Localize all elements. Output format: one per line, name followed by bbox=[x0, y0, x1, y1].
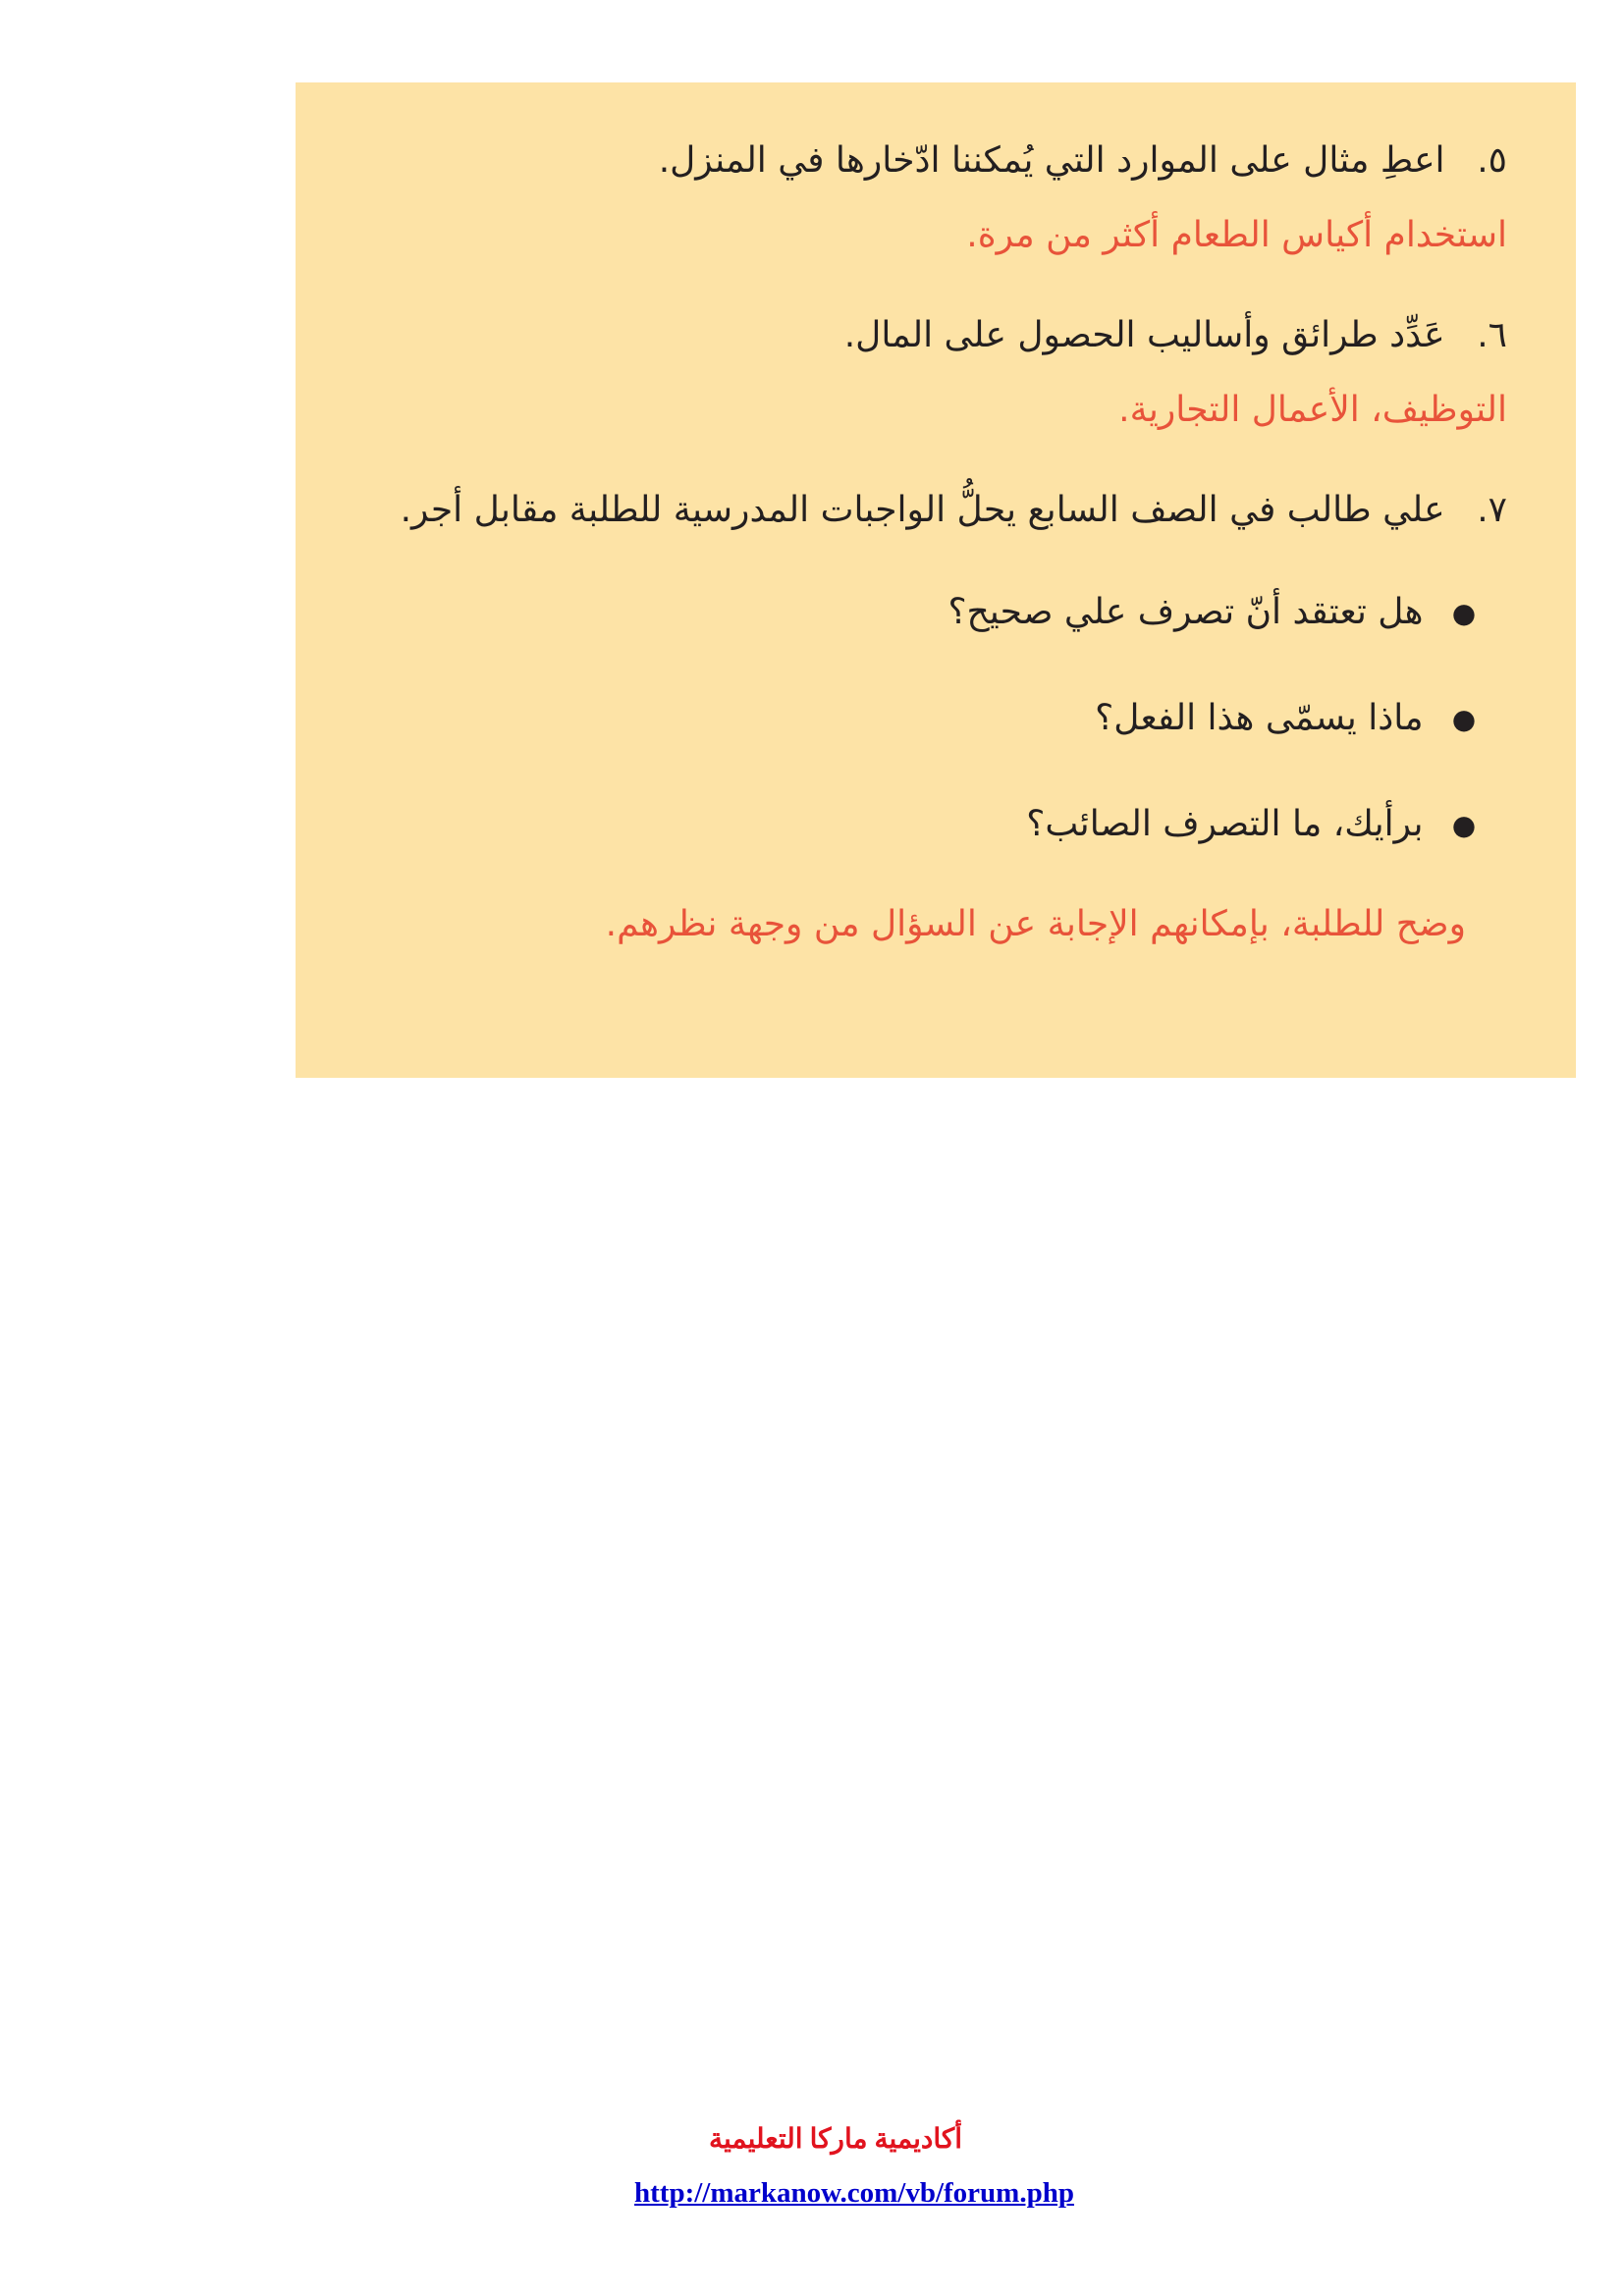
bullet-item bbox=[947, 592, 1493, 632]
footer-title: أكاديمية ماركا التعليمية bbox=[708, 2124, 963, 2155]
question-6 bbox=[843, 315, 1507, 355]
question-number: ٧. bbox=[1477, 490, 1507, 530]
worksheet-panel bbox=[296, 82, 1576, 1078]
footer-link[interactable]: http://markanow.com/vb/forum.php bbox=[634, 2177, 1074, 2209]
question-text: علي طالب في الصف السابع يحلُّ الواجبات المدرسية للطلبة مقابل أجر. bbox=[400, 490, 1445, 530]
bullet-item bbox=[1095, 698, 1493, 738]
question-number: ٥. bbox=[1477, 140, 1507, 181]
bullet-dot-icon: ● bbox=[1451, 703, 1477, 735]
question-7 bbox=[400, 490, 1507, 530]
answer-5: استخدام أكياس الطعام أكثر من مرة. bbox=[966, 215, 1507, 255]
bullet-text: برأيك، ما التصرف الصائب؟ bbox=[1026, 804, 1424, 844]
bullet-item bbox=[1026, 804, 1493, 844]
answer-6: التوظيف، الأعمال التجارية. bbox=[1118, 390, 1507, 430]
bullet-text: هل تعتقد أنّ تصرف علي صحيح؟ bbox=[947, 592, 1424, 632]
bullet-dot-icon: ● bbox=[1451, 809, 1477, 841]
question-text: اعطِ مثال على الموارد التي يُمكننا ادّخارها في المنزل. bbox=[658, 140, 1445, 181]
bullet-text: ماذا يسمّى هذا الفعل؟ bbox=[1095, 698, 1424, 738]
answer-7: وضح للطلبة، بإمكانهم الإجابة عن السؤال من وجهة نظرهم. bbox=[605, 904, 1466, 944]
question-5 bbox=[658, 140, 1507, 181]
question-number: ٦. bbox=[1477, 315, 1507, 355]
question-text: عَدِّد طرائق وأساليب الحصول على المال. bbox=[843, 315, 1445, 355]
bullet-dot-icon: ● bbox=[1451, 597, 1477, 629]
